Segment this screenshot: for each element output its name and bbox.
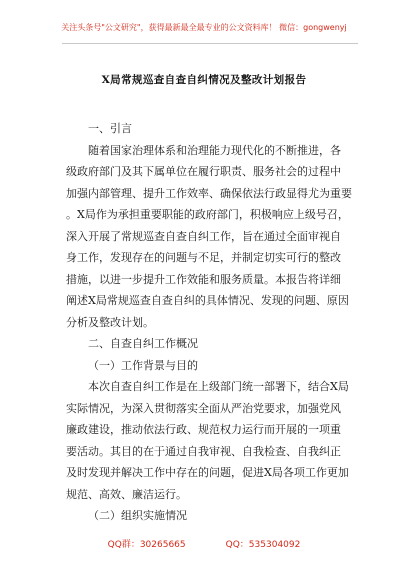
document-title: X局常规巡查自查自纠情况及整改计划报告 <box>101 74 307 86</box>
paragraph-line: 级政府部门及其下属单位在履行职责、服务社会的过程中 <box>66 165 341 178</box>
footer-qq-number: QQ：535304092 <box>225 540 301 550</box>
section-heading-intro: 一、引言 <box>88 122 132 135</box>
page-header-banner: 关注头条号"公文研究"，获得最新最全最专业的公文资料库！ 微信：gongwenyj <box>61 23 347 32</box>
paragraph-line: 措施，以进一步提升工作效能和服务质量。本报告将详细 <box>66 272 341 286</box>
subsection-heading-implementation: （二）组织实施情况 <box>88 509 187 522</box>
footer-qq-group: QQ群：30265665 <box>107 540 186 550</box>
paragraph-line: 。X局作为承担重要职能的政府部门，积极响应上级号召， <box>66 208 349 221</box>
paragraph-line: 身工作，发现存在的问题与不足，并制定切实可行的整改 <box>66 251 341 264</box>
paragraph-line: 廉政建设，推动依法行政、规范权力运行而开展的一项重 <box>66 423 341 436</box>
paragraph-line: 深入开展了常规巡查自查自纠工作，旨在通过全面审视自 <box>66 229 341 243</box>
section-heading-overview: 二、自查自纠工作概况 <box>88 337 198 350</box>
document-body <box>66 118 352 527</box>
paragraph-line: 分析及整改计划。 <box>66 315 154 329</box>
paragraph-line: 加强内部管理、提升工作效率、确保依法行政显得尤为重要 <box>66 186 352 200</box>
paragraph-line: 及时发现并解决工作中存在的问题，促进X局各项工作更加 <box>66 466 349 479</box>
page-footer-contacts <box>0 537 408 550</box>
subsection-heading-background: （一）工作背景与目的 <box>88 358 198 372</box>
paragraph-line: 要活动。其目的在于通过自我审视、自我检查、自我纠正 <box>66 444 341 458</box>
paragraph-line: 阐述X局常规巡查自查自纠的具体情况、发现的问题、原因 <box>66 294 349 307</box>
paragraph-line: 本次自查自纠工作是在上级部门统一部署下，结合X局 <box>88 380 349 393</box>
paragraph-line: 实际情况，为深入贯彻落实全面从严治党要求，加强党风 <box>66 401 341 415</box>
header-divider <box>62 43 358 44</box>
paragraph-line: 规范、高效、廉洁运行。 <box>66 487 187 501</box>
paragraph-line: 随着国家治理体系和治理能力现代化的不断推进，各 <box>88 143 341 157</box>
